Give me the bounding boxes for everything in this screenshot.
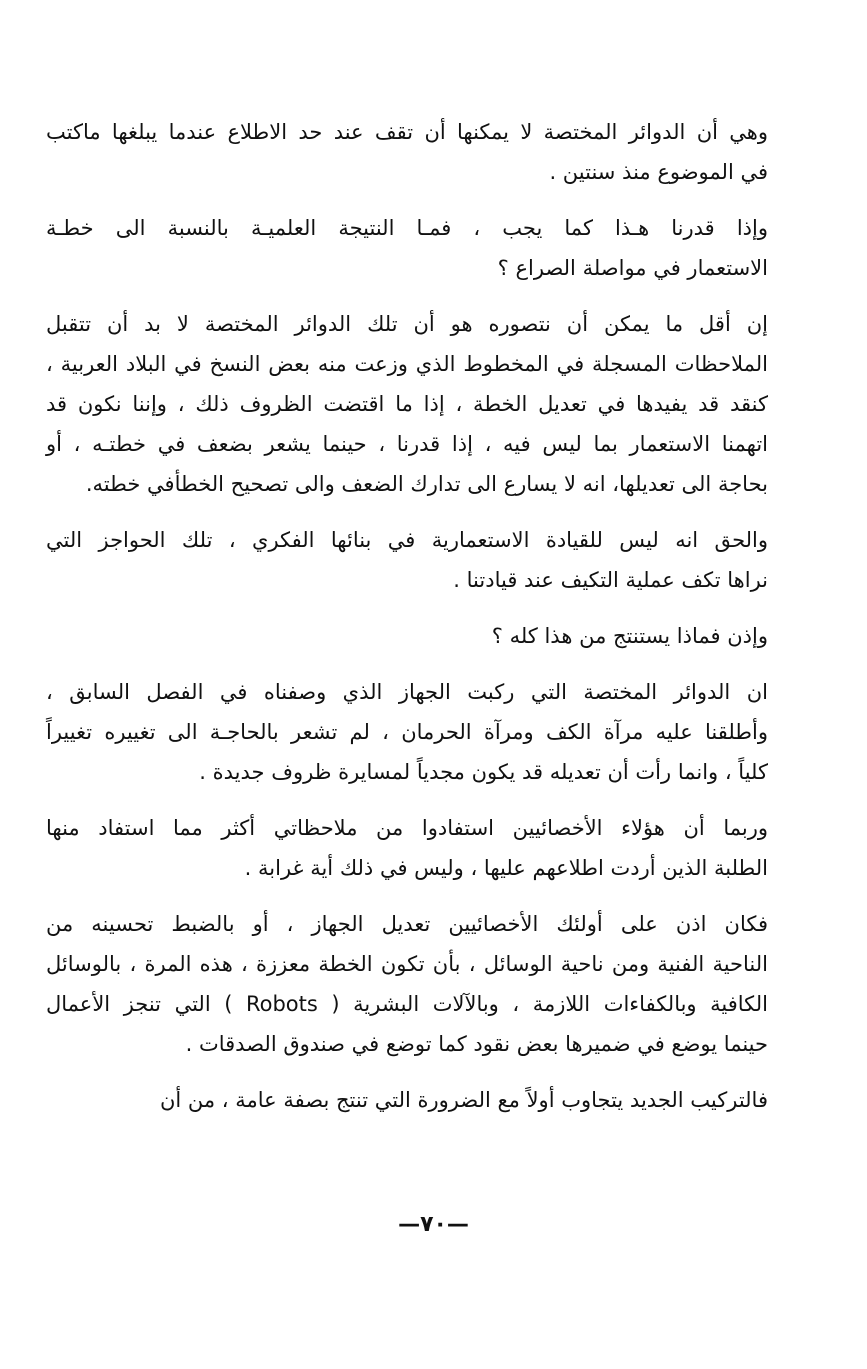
text-line: الطلبة الذين أردت اطلاعهم عليها ، وليس في ذلك أية غرابة .	[244, 856, 768, 880]
text-line: حينما يوضع في ضميرها بعض نقود كما توضع في صندوق الصدقات .	[185, 1032, 768, 1056]
text-line: والحق انه ليس للقيادة الاستعمارية في بنائها الفكري ، تلك الحواجز التي	[46, 528, 768, 552]
paragraph	[46, 672, 768, 792]
page-number: —٧٠—	[398, 1212, 469, 1237]
text-line: وإذا قدرنا هـذا كما يجب ، فمـا النتيجة العلميـة بالنسبة الى خطـة	[46, 216, 768, 240]
text-line: الاستعمار في مواصلة الصراع ؟	[497, 256, 768, 280]
paragraph	[46, 112, 768, 192]
text-line: في الموضوع منذ سنتين .	[549, 160, 768, 184]
text-line: وهي أن الدوائر المختصة لا يمكنها أن تقف عند حد الاطلاع عندما يبلغها ماكتب	[46, 120, 768, 144]
paragraph	[46, 1080, 768, 1120]
text-line: وربما أن هؤلاء الأخصائيين استفادوا من ملاحظاتي أكثر مما استفاد منها	[46, 816, 768, 840]
text-line: بحاجة الى تعديلها، انه لا يسارع الى تدارك الضعف والى تصحيح الخطأفي خطته.	[85, 472, 768, 496]
paragraph	[46, 904, 768, 1064]
text-line: اتهمنا الاستعمار بما ليس فيه ، إذا قدرنا ، حينما يشعر بضعف في خطتـه ، أو	[46, 432, 768, 456]
text-line: الملاحظات المسجلة في المخطوط الذي وزعت منه بعض النسخ في البلاد العربية ،	[46, 352, 768, 376]
paragraph	[46, 208, 768, 288]
paragraph	[46, 304, 768, 504]
paragraph	[46, 616, 768, 656]
text-line: نراها تكف عملية التكيف عند قيادتنا .	[453, 568, 768, 592]
text-line: كنقد قد يفيدها في تعديل الخطة ، إذا ما اقتضت الظروف ذلك ، وإننا نكون قد	[46, 392, 768, 416]
paragraph	[46, 520, 768, 600]
text-line: وأطلقنا عليه مرآة الكف ومرآة الحرمان ، لم تشعر بالحاجـة الى تغييره تغييراً	[46, 720, 768, 744]
text-line: ان الدوائر المختصة التي ركبت الجهاز الذي وصفناه في الفصل السابق ،	[46, 680, 768, 704]
body-text	[46, 112, 768, 1136]
text-line: فكان اذن على أولئك الأخصائيين تعديل الجهاز ، أو بالضبط تحسينه من	[46, 912, 768, 936]
text-line: الناحية الفنية ومن ناحية الوسائل ، بأن تكون الخطة معززة ، هذه المرة ، بالوسائل	[46, 952, 768, 976]
text-line: إن أقل ما يمكن أن نتصوره هو أن تلك الدوائر المختصة لا بد أن تتقبل	[46, 312, 768, 336]
text-line: فالتركيب الجديد يتجاوب أولاً مع الضرورة التي تنتج بصفة عامة ، من أن	[159, 1088, 768, 1112]
text-line: الكافية وبالكفاءات اللازمة ، وبالآلات البشرية ( Robots ) التي تنجز الأعمال	[46, 992, 769, 1016]
paragraph	[46, 808, 768, 888]
text-line: وإذن فماذا يستنتج من هذا كله ؟	[491, 624, 768, 648]
text-line: كلياً ، وانما رأت أن تعديله قد يكون مجدياً لمسايرة ظروف جديدة .	[199, 760, 768, 784]
